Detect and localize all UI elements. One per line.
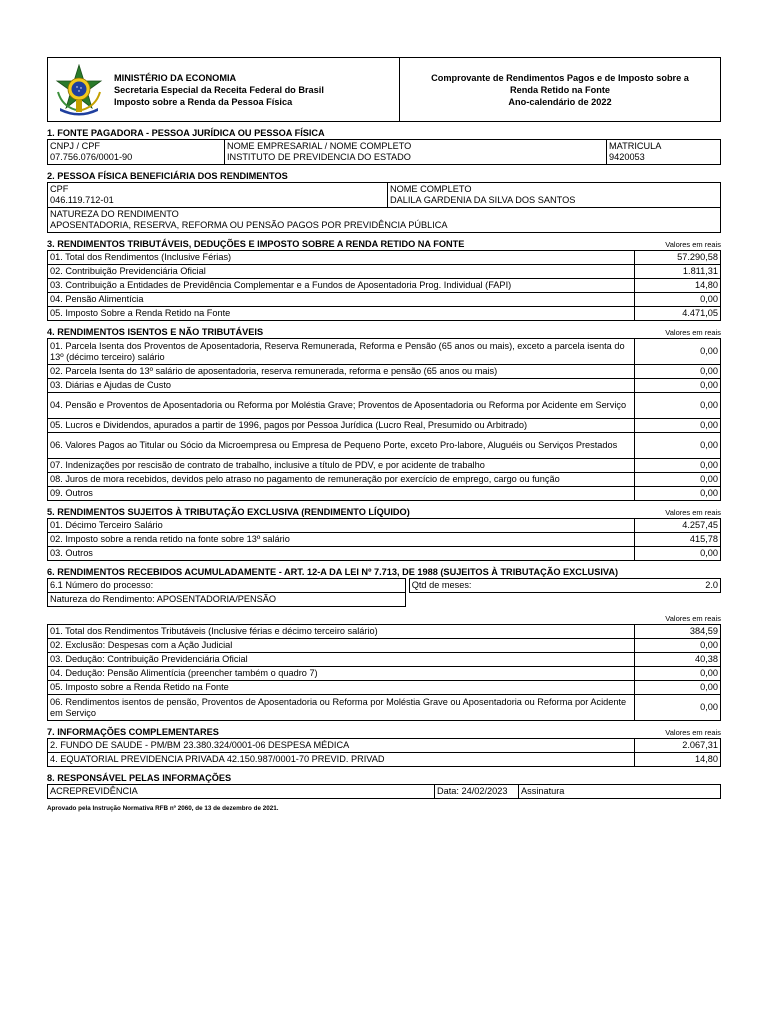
table-row (48, 379, 721, 393)
table-row (48, 487, 721, 501)
section-title: 2. PESSOA FÍSICA BENEFICIÁRIA DOS RENDIMENTOS (47, 171, 288, 181)
row-label: 01. Total dos Rendimentos Tributáveis (Inclusive férias e décimo terceiro salário) (48, 625, 635, 639)
table-row (48, 695, 721, 721)
table-row (48, 547, 721, 561)
units-label: Valores em reais (665, 240, 721, 249)
table-row (48, 251, 721, 265)
section-title: 3. RENDIMENTOS TRIBUTÁVEIS, DEDUÇÕES E IMPOSTO SOBRE A RENDA RETIDO NA FONTE (47, 239, 465, 249)
row-label: 03. Dedução: Contribuição Previdenciária Oficial (48, 653, 635, 667)
company-cell (225, 140, 607, 165)
table-row (48, 653, 721, 667)
row-label: 04. Pensão e Proventos de Aposentadoria ou Reforma por Moléstia Grave; Proventos de Aposentadoria ou Reforma por Acidente em Serviço (48, 393, 635, 419)
row-value: 4.257,45 (635, 519, 721, 533)
units-row (47, 610, 721, 624)
row-value: 0,00 (635, 681, 721, 695)
payer-table (47, 139, 721, 165)
row-label: 2. FUNDO DE SAUDE - PM/BM 23.380.324/0001-06 DESPESA MÉDICA (48, 739, 635, 753)
table-row (48, 307, 721, 321)
section-title: 4. RENDIMENTOS ISENTOS E NÃO TRIBUTÁVEIS (47, 327, 264, 337)
table-row (48, 519, 721, 533)
row-label: 03. Outros (48, 547, 635, 561)
row-value: 0,00 (635, 365, 721, 379)
section-7-heading (47, 724, 721, 738)
row-value: 0,00 (635, 339, 721, 365)
matricula-cell (607, 140, 721, 165)
row-value: 2.067,31 (635, 739, 721, 753)
nature-cell: Natureza do Rendimento: APOSENTADORIA/PENSÃO (48, 593, 406, 607)
table-row (48, 753, 721, 767)
row-value: 0,00 (635, 419, 721, 433)
cnpj-label: CNPJ / CPF (50, 141, 101, 151)
matricula-value: 9420053 (609, 152, 645, 162)
section-6-heading (47, 564, 721, 578)
row-label: 04. Pensão Alimentícia (48, 293, 635, 307)
company-value: INSTITUTO DE PREVIDENCIA DO ESTADO (227, 152, 411, 162)
row-label: 05. Imposto sobre a Renda Retido na Fonte (48, 681, 635, 695)
exclusive-income-table (47, 518, 721, 561)
section-title: 5. RENDIMENTOS SUJEITOS À TRIBUTAÇÃO EXCLUSIVA (RENDIMENTO LÍQUIDO) (47, 507, 410, 517)
table-row (48, 473, 721, 487)
table-row (48, 681, 721, 695)
responsible-name: ACREPREVIDÊNCIA (48, 785, 435, 799)
table-row (48, 739, 721, 753)
nature-label: NATUREZA DO RENDIMENTO (50, 209, 179, 219)
units-label: Valores em reais (665, 728, 721, 737)
row-value: 0,00 (635, 433, 721, 459)
row-label: 01. Parcela Isenta dos Proventos de Aposentadoria, Reserva Remunerada, Reforma e Pensão (65 anos ou mais), exceto a parcela isenta do 13º (décimo terceiro) salário (48, 339, 635, 365)
row-value: 0,00 (635, 639, 721, 653)
row-value: 0,00 (635, 459, 721, 473)
row-value: 0,00 (635, 393, 721, 419)
responsible-table (47, 784, 721, 799)
section-title: 6. RENDIMENTOS RECEBIDOS ACUMULADAMENTE - ART. 12-A DA LEI Nº 7.713, DE 1988 (SUJEITOS À TRIBUTAÇÃO EXCLUSIVA) (47, 567, 619, 577)
approval-footnote: Aprovado pela Instrução Normativa RFB nº 2060, de 13 de dezembro de 2021. (47, 805, 279, 812)
process-table (47, 578, 721, 607)
section-5-heading (47, 504, 721, 518)
header-agency (48, 58, 400, 121)
table-row (48, 625, 721, 639)
coat-of-arms-icon (54, 64, 104, 116)
row-value: 0,00 (635, 547, 721, 561)
row-label: 03. Diárias e Ajudas de Custo (48, 379, 635, 393)
row-value: 384,59 (635, 625, 721, 639)
company-label: NOME EMPRESARIAL / NOME COMPLETO (227, 141, 412, 151)
table-row (48, 459, 721, 473)
units-label: Valores em reais (665, 508, 721, 517)
section-1-heading (47, 125, 721, 139)
row-label: 02. Contribuição Previdenciária Oficial (48, 265, 635, 279)
name-label: NOME COMPLETO (390, 184, 472, 194)
section-title: 8. RESPONSÁVEL PELAS INFORMAÇÕES (47, 773, 232, 783)
table-row (48, 667, 721, 681)
row-value: 40,38 (635, 653, 721, 667)
document-title-line2: Renda Retido na Fonte (509, 84, 611, 95)
beneficiary-table (47, 182, 721, 233)
document-header (47, 57, 721, 122)
row-label: 02. Imposto sobre a renda retido na fonte sobre 13º salário (48, 533, 635, 547)
cnpj-value: 07.756.076/0001-90 (50, 152, 133, 162)
table-row (48, 419, 721, 433)
process-number-cell: 6.1 Número do processo: (48, 579, 406, 593)
row-label: 01. Décimo Terceiro Salário (48, 519, 635, 533)
row-value: 4.471,05 (635, 307, 721, 321)
section-title: 1. FONTE PAGADORA - PESSOA JURÍDICA OU PESSOA FÍSICA (47, 128, 325, 138)
nature-value: APOSENTADORIA, RESERVA, REFORMA OU PENSÃO PAGOS POR PREVIDÊNCIA PÚBLICA (50, 220, 448, 230)
row-value: 0,00 (635, 473, 721, 487)
cpf-cell (48, 183, 388, 208)
row-label: 09. Outros (48, 487, 635, 501)
section-3-heading (47, 236, 721, 250)
section-8-heading (47, 770, 721, 784)
row-label: 08. Juros de mora recebidos, devidos pelo atraso no pagamento de remuneração por exercício de emprego, cargo ou função (48, 473, 635, 487)
row-value: 14,80 (635, 753, 721, 767)
document-year: Ano-calendário de 2022 (508, 96, 612, 107)
row-value: 415,78 (635, 533, 721, 547)
section-4-heading (47, 324, 721, 338)
signature-cell: Assinatura (519, 785, 721, 799)
row-value: 0,00 (635, 293, 721, 307)
cpf-value: 046.119.712-01 (50, 195, 114, 205)
row-value: 57.290,58 (635, 251, 721, 265)
row-label: 05. Imposto Sobre a Renda Retido na Fonte (48, 307, 635, 321)
row-label: 05. Lucros e Dividendos, apurados a partir de 1996, pagos por Pessoa Jurídica (Lucro Real, Presumido ou Arbitrado) (48, 419, 635, 433)
document-title-line1: Comprovante de Rendimentos Pagos e de Imposto sobre a (431, 72, 689, 83)
row-value: 14,80 (635, 279, 721, 293)
row-label: 07. Indenizações por rescisão de contrato de trabalho, inclusive a título de PDV, e por acidente de trabalho (48, 459, 635, 473)
accumulated-income-table (47, 624, 721, 721)
name-cell (388, 183, 721, 208)
table-row (48, 293, 721, 307)
exempt-income-table (47, 338, 721, 501)
row-label: 02. Parcela Isenta do 13º salário de aposentadoria, reserva remunerada, reforma e pensão (65 anos ou mais) (48, 365, 635, 379)
months-label-cell: Qtd de meses: (409, 579, 630, 593)
row-label: 04. Dedução: Pensão Alimentícia (preencher também o quadro 7) (48, 667, 635, 681)
name-value: DALILA GARDENIA DA SILVA DOS SANTOS (390, 195, 576, 205)
table-row (48, 365, 721, 379)
cpf-label: CPF (50, 184, 69, 194)
ministry-name: MINISTÉRIO DA ECONOMIA (114, 72, 237, 83)
table-row (48, 393, 721, 419)
taxable-income-table (47, 250, 721, 321)
table-row (48, 279, 721, 293)
complementary-info-table (47, 738, 721, 767)
months-value-cell: 2.0 (630, 579, 720, 593)
row-label: 06. Valores Pagos ao Titular ou Sócio da Microempresa ou Empresa de Pequeno Porte, exceto Pro-labore, Aluguéis ou Serviços Prestados (48, 433, 635, 459)
table-row (48, 265, 721, 279)
row-label: 02. Exclusão: Despesas com a Ação Judicial (48, 639, 635, 653)
cnpj-cell (48, 140, 225, 165)
section-2-heading (47, 168, 721, 182)
row-label: 03. Contribuição a Entidades de Previdência Complementar e a Fundos de Aposentadoria Prog. Individual (FAPI) (48, 279, 635, 293)
header-title (400, 58, 720, 121)
table-row (48, 339, 721, 365)
row-label: 06. Rendimentos isentos de pensão, Proventos de Aposentadoria ou Reforma por Moléstia Grave ou Aposentadoria ou Reforma por Acidente em Serviço (48, 695, 635, 721)
row-value: 0,00 (635, 667, 721, 681)
income-statement (47, 57, 721, 812)
row-label: 4. EQUATORIAL PREVIDENCIA PRIVADA 42.150.987/0001-70 PREVID. PRIVAD (48, 753, 635, 767)
row-label: 01. Total dos Rendimentos (Inclusive Férias) (48, 251, 635, 265)
tax-name: Imposto sobre a Renda da Pessoa Física (114, 96, 293, 107)
secretariat-name: Secretaria Especial da Receita Federal do Brasil (114, 84, 324, 95)
units-label: Valores em reais (665, 614, 721, 623)
table-row (48, 433, 721, 459)
section-title: 7. INFORMAÇÕES COMPLEMENTARES (47, 727, 219, 737)
row-value: 0,00 (635, 379, 721, 393)
row-value: 0,00 (635, 695, 721, 721)
matricula-label: MATRICULA (609, 141, 662, 151)
units-label: Valores em reais (665, 328, 721, 337)
nature-cell (48, 208, 721, 233)
responsible-date: Data: 24/02/2023 (435, 785, 519, 799)
table-row (48, 639, 721, 653)
row-value: 0,00 (635, 487, 721, 501)
row-value: 1.811,31 (635, 265, 721, 279)
table-row (48, 533, 721, 547)
